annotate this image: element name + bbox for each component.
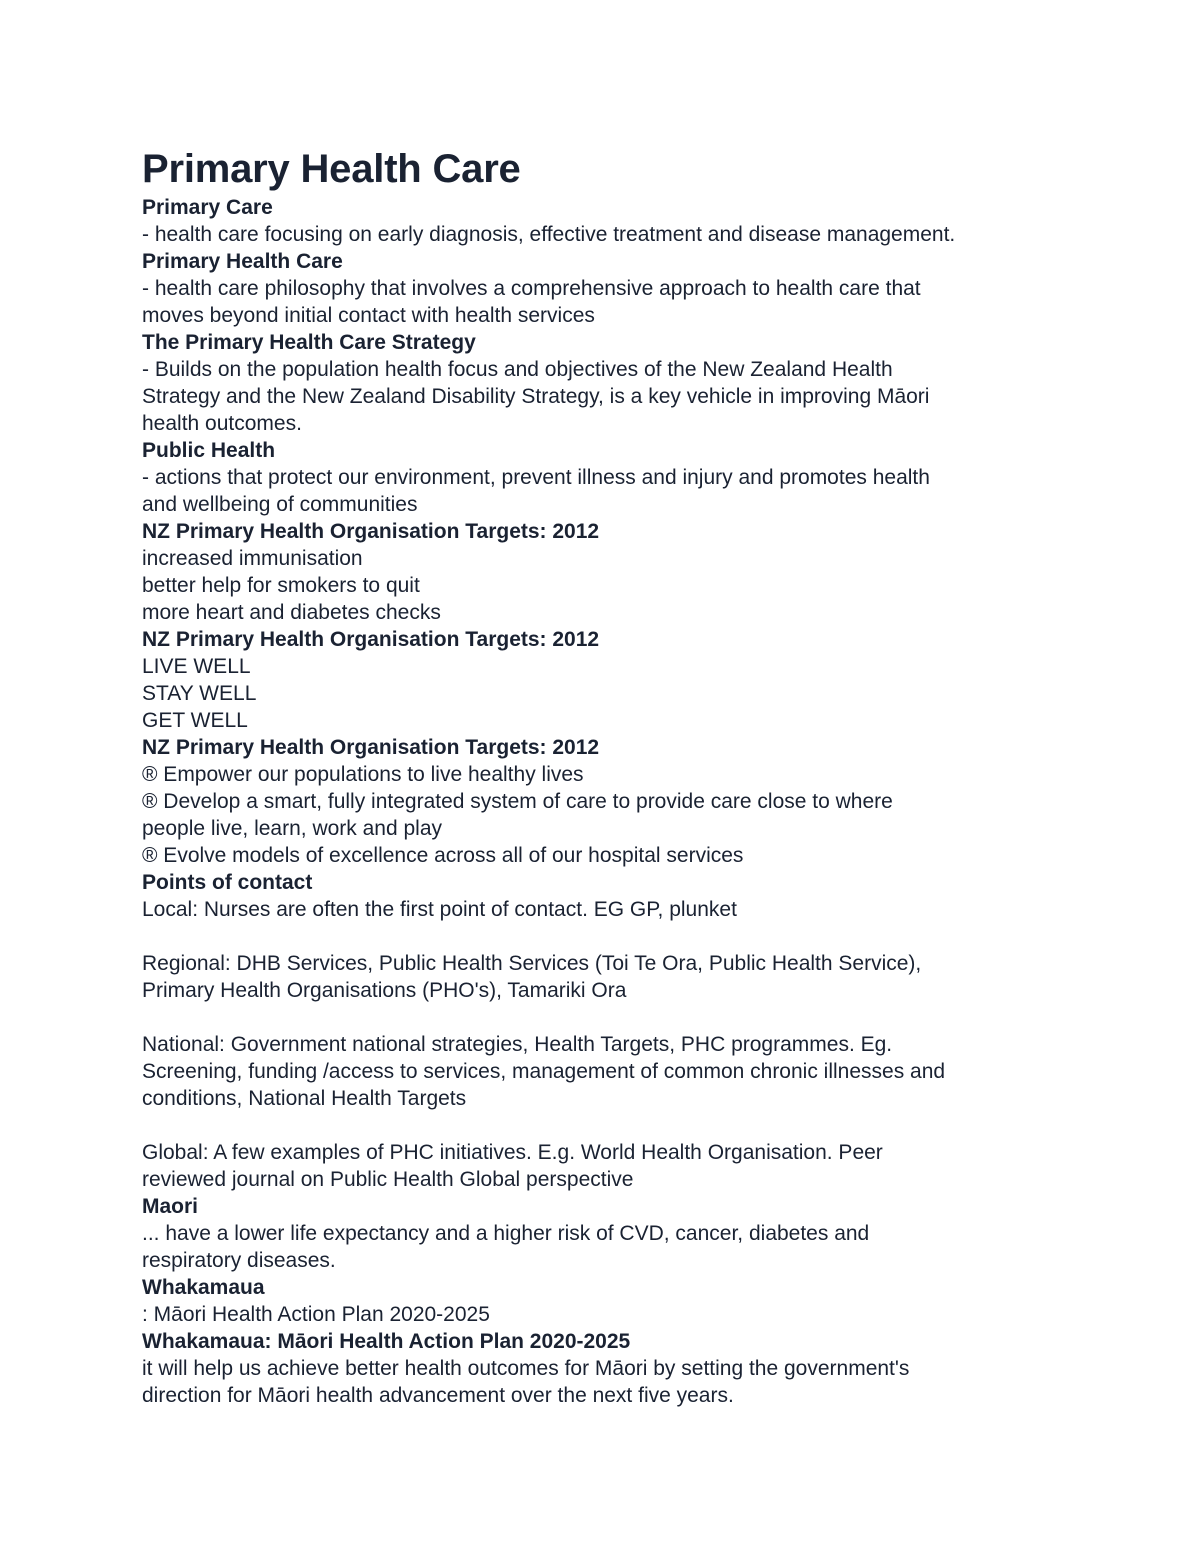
body-line: people live, learn, work and play [142,817,443,840]
body-line: moves beyond initial contact with health services [142,304,595,327]
body-line: - Builds on the population health focus and objectives of the New Zealand Health [142,358,893,381]
document-body [142,194,1082,1409]
blank-line [142,1112,1082,1139]
body-line: and wellbeing of communities [142,493,418,516]
body-line: better help for smokers to quit [142,574,420,597]
body-line: conditions, National Health Targets [142,1087,467,1110]
body-line: : Māori Health Action Plan 2020-2025 [142,1303,490,1326]
body-line: - health care philosophy that involves a comprehensive approach to health care that [142,277,921,300]
section-heading: Whakamaua [142,1276,265,1299]
body-line: direction for Māori health advancement over the next five years. [142,1384,734,1407]
body-line: National: Government national strategies, Health Targets, PHC programmes. Eg. [142,1033,893,1056]
body-line: ... have a lower life expectancy and a higher risk of CVD, cancer, diabetes and [142,1222,870,1245]
body-line: it will help us achieve better health outcomes for Māori by setting the government's [142,1357,910,1380]
blank-line [142,923,1082,950]
section-heading: Public Health [142,439,276,462]
body-line: Screening, funding /access to services, management of common chronic illnesses and [142,1060,946,1083]
body-line: respiratory diseases. [142,1249,336,1272]
section-heading: The Primary Health Care Strategy [142,331,476,354]
body-line: ® Empower our populations to live healthy lives [142,763,584,786]
document-page [142,146,1082,1409]
section-heading: Primary Care [142,196,273,219]
body-line: LIVE WELL [142,655,251,678]
body-line: STAY WELL [142,682,257,705]
document-title: Primary Health Care [142,147,521,191]
body-line: ® Develop a smart, fully integrated system of care to provide care close to where [142,790,893,813]
body-line: Global: A few examples of PHC initiatives. E.g. World Health Organisation. Peer [142,1141,883,1164]
body-line: Local: Nurses are often the first point of contact. EG GP, plunket [142,898,737,921]
section-heading: Points of contact [142,871,313,894]
body-line: ® Evolve models of excellence across all of our hospital services [142,844,744,867]
section-heading: NZ Primary Health Organisation Targets: 2012 [142,628,600,651]
section-heading: Maori [142,1195,199,1218]
section-heading: Whakamaua: Māori Health Action Plan 2020-2025 [142,1330,631,1353]
body-line: GET WELL [142,709,248,732]
body-line: increased immunisation [142,547,363,570]
body-line: - health care focusing on early diagnosis, effective treatment and disease management. [142,223,956,246]
section-heading: NZ Primary Health Organisation Targets: 2012 [142,520,600,543]
body-line: Regional: DHB Services, Public Health Services (Toi Te Ora, Public Health Service), [142,952,922,975]
body-line: more heart and diabetes checks [142,601,441,624]
section-heading: NZ Primary Health Organisation Targets: 2012 [142,736,600,759]
body-line: Strategy and the New Zealand Disability Strategy, is a key vehicle in improving Māori [142,385,930,408]
body-line: reviewed journal on Public Health Global perspective [142,1168,634,1191]
body-line: - actions that protect our environment, prevent illness and injury and promotes health [142,466,930,489]
body-line: Primary Health Organisations (PHO's), Tamariki Ora [142,979,627,1002]
section-heading: Primary Health Care [142,250,343,273]
body-line: health outcomes. [142,412,302,435]
blank-line [142,1004,1082,1031]
